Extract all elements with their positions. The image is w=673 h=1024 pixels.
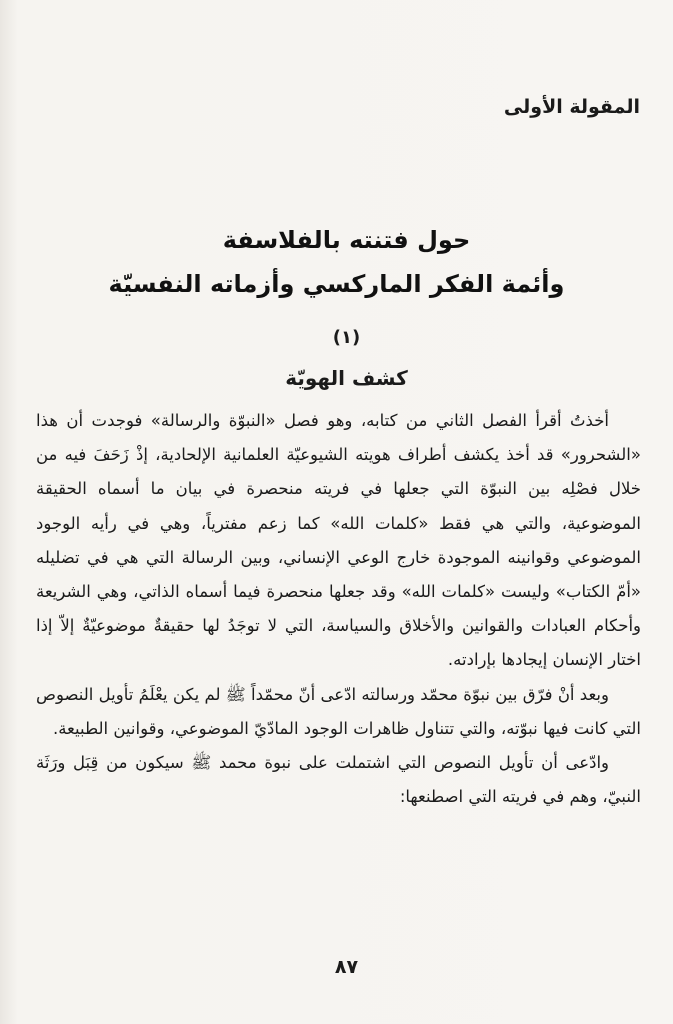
running-head: المقولة الأولى	[503, 96, 640, 118]
chapter-title	[0, 218, 673, 306]
chapter-title-line-1: حول فتنته بالفلاسفة	[222, 226, 471, 254]
paragraph: أخذتُ أقرأ الفصل الثاني من كتابه، وهو فصل «النبوّة والرسالة» فوجدت أن هذا «الشحرور» قد أخذ يكشف أطراف هويته الشيوعيّة العلمانية الإلحادية، إذْ زَحَفَ فيه من خلال فصْلِه بين النبوّة التي جعلها في فريته منحصرة في بيان ما أسماه الحقيقة الموضوعية، والتي هي فقط «كلمات الله» كما زعم مفترياً، وهي في رأيه الوجود الموضوعي وقوانينه الموجودة خارج الوعي الإنساني، وبين الرسالة التي هي في تضليله «أمّ الكتاب» وليست «كلمات الله» وقد جعلها منحصرة فيما أسماه الذاتي، وهي الشريعة وأحكام العبادات والقوانين والأخلاق والسياسة، التي لا توجَدُ لها حقيقةٌ موضوعيّةٌ إلاّ إذا اختار الإنسان إيجادها بإرادته.	[36, 411, 641, 670]
paragraph: وبعد أنْ فرّق بين نبوّة محمّد ورسالته ادّعى أنّ محمّداً ﷺ لم يكن يعْلَمُ تأويل النصوص التي كانت فيها نبوّته، والتي تتناول ظاهرات الوجود المادّيّ الموضوعي، وقوانين الطبيعة.	[36, 684, 641, 738]
section-number: (١)	[332, 327, 361, 348]
page-number: ٨٧	[334, 956, 359, 978]
section-title: كشف الهويّة	[285, 366, 408, 390]
body-text	[36, 404, 641, 814]
paragraph: وادّعى أن تأويل النصوص التي اشتملت على نبوة محمد ﷺ سيكون من قِبَل ورَثَة النبيّ، وهم في فريته التي اصطنعها:	[36, 753, 641, 807]
chapter-title-line-2: وأئمة الفكر الماركسي وأزماته النفسيّة	[108, 270, 565, 298]
